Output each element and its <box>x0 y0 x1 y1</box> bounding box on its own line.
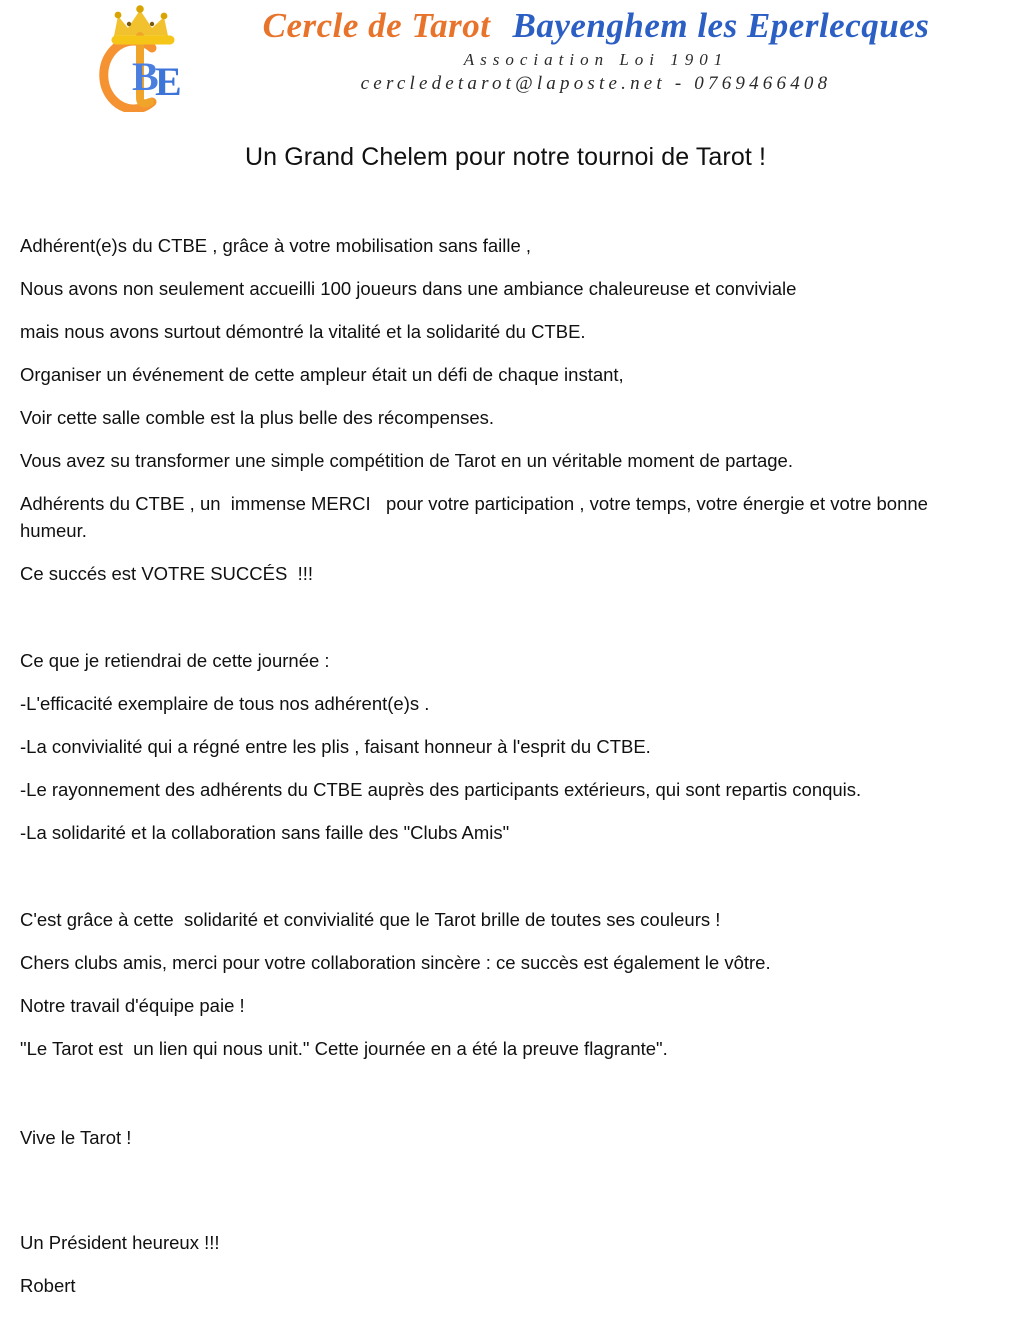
org-name-part1: Cercle de Tarot <box>262 6 491 45</box>
paragraph-intro-4: Organiser un événement de cette ampleur était un défi de chaque instant, <box>20 364 624 385</box>
association-line: Association Loi 1901 <box>463 50 729 69</box>
page-title: Un Grand Chelem pour notre tournoi de Tarot ! <box>245 143 766 171</box>
paragraph-closing-3: Notre travail d'équipe paie ! <box>20 995 245 1016</box>
paragraph-cheer: Vive le Tarot ! <box>20 1127 132 1148</box>
section-gap-4 <box>20 1167 985 1229</box>
section-gap-3 <box>20 1078 985 1124</box>
paragraph-intro-2: Nous avons non seulement accueilli 100 joueurs dans une ambiance chaleureuse et conviviale <box>20 278 797 299</box>
paragraph-quote: "Le Tarot est un lien qui nous unit." Cette journée en a été la preuve flagrante". <box>20 1038 668 1059</box>
takeaway-item: -La convivialité qui a régné entre les plis , faisant honneur à l'esprit du CTBE. <box>20 736 651 757</box>
letterhead <box>0 0 1011 118</box>
takeaways-heading: Ce que je retiendrai de cette journée : <box>20 650 330 671</box>
takeaway-item: -La solidarité et la collaboration sans faille des "Clubs Amis" <box>20 822 510 843</box>
paragraph-success: Ce succés est VOTRE SUCCÉS !!! <box>20 563 313 584</box>
ctbe-crest-icon <box>92 2 196 112</box>
paragraph-intro-6: Vous avez su transformer une simple compétition de Tarot en un véritable moment de partage. <box>20 450 793 471</box>
takeaway-item: -Le rayonnement des adhérents du CTBE auprès des participants extérieurs, qui sont repartis conquis. <box>20 779 862 800</box>
paragraph-closing-2: Chers clubs amis, merci pour votre collaboration sincère : ce succès est également le vôtre. <box>20 952 771 973</box>
paragraph-closing-1: C'est grâce à cette solidarité et convivialité que le Tarot brille de toutes ses couleurs ! <box>20 909 721 930</box>
svg-text:B: B <box>132 54 159 99</box>
contact-line: cercledetarot@laposte.net - 0769466408 <box>360 73 832 94</box>
letter-body <box>20 232 985 1315</box>
takeaway-item: -L'efficacité exemplaire de tous nos adhérent(e)s . <box>20 693 430 714</box>
paragraph-intro-3: mais nous avons surtout démontré la vitalité et la solidarité du CTBE. <box>20 321 586 342</box>
section-gap-2 <box>20 862 985 906</box>
brand-block <box>196 4 996 96</box>
signature-role: Un Président heureux !!! <box>20 1232 220 1253</box>
paragraph-thanks: Adhérents du CTBE , un immense MERCI pour votre participation , votre temps, votre énergie et votre bonne humeur. <box>20 493 934 541</box>
organization-name <box>196 4 996 48</box>
svg-text:E: E <box>155 59 182 104</box>
section-gap-1 <box>20 603 985 647</box>
signature-name: Robert <box>20 1275 76 1296</box>
paragraph-intro-1: Adhérent(e)s du CTBE , grâce à votre mobilisation sans faille , <box>20 235 532 256</box>
paragraph-intro-5: Voir cette salle comble est la plus belle des récompenses. <box>20 407 495 428</box>
org-name-part2: Bayenghem les Eperlecques <box>512 6 930 45</box>
